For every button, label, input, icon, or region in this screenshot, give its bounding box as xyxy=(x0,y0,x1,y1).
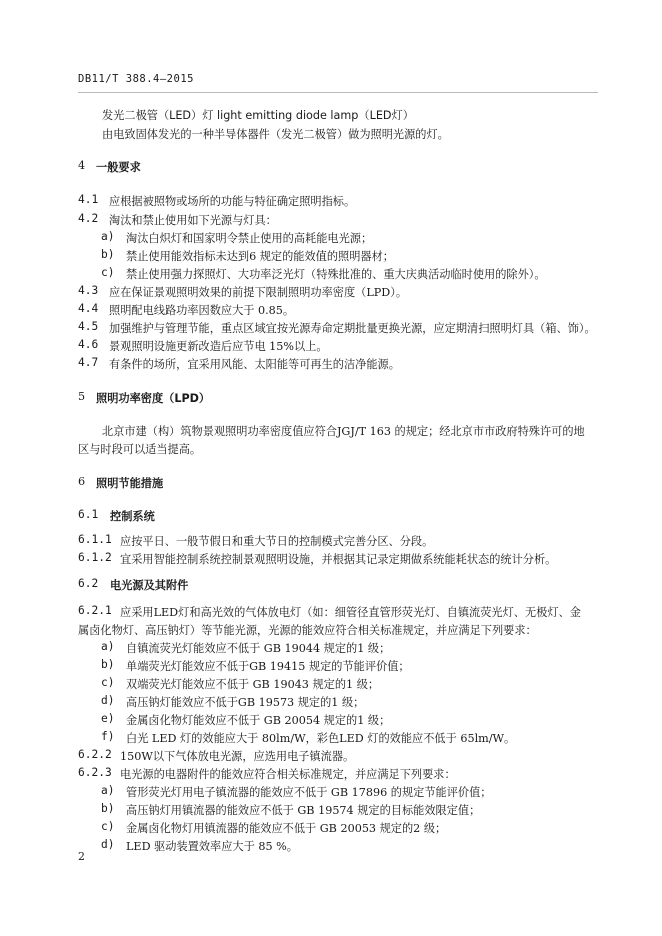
clause-text: 应采用LED灯和高光效的气体放电灯（如：细管径直管形荧光灯、自镇流荧光灯、无极灯、金 xyxy=(120,606,581,619)
subsection-title: 控制系统 xyxy=(110,510,155,523)
list-item-text: 金属卤化物灯能效应不低于 GB 20054 规定的1 级； xyxy=(126,714,391,727)
list-item-text: 禁止使用强力探照灯、大功率泛光灯（特殊批准的、重大庆典活动临时使用的除外）。 xyxy=(126,268,546,281)
list-marker: e) xyxy=(101,712,115,725)
list-marker: a) xyxy=(101,230,115,243)
header-rule xyxy=(78,92,598,93)
clause-number: 6.2.3 xyxy=(78,766,112,779)
list-item-text: 管形荧光灯用电子镇流器的能效应不低于 GB 17896 的规定节能评价值； xyxy=(126,786,492,799)
list-marker: b) xyxy=(101,802,115,815)
clause-text: 电光源的电器附件的能效应符合相关标准规定，并应满足下列要求： xyxy=(120,768,456,781)
list-item-text: 高压钠灯能效应不低于GB 19573 规定的1 级； xyxy=(126,696,365,709)
clause-text: 150W以下气体放电光源，应选用电子镇流器。 xyxy=(120,750,355,763)
section-5-paragraph-line: 区与时段可以适当提高。 xyxy=(78,443,202,456)
clause-text: 有条件的场所，宜采用风能、太阳能等可再生的洁净能源。 xyxy=(109,358,400,371)
clause-text: 加强维护与管理节能，重点区域宜按光源寿命定期批量更换光源，应定期清扫照明灯具（箱、饰）。 xyxy=(109,322,596,335)
list-item-text: 高压钠灯用镇流器的能效应不低于 GB 19574 规定的目标能效限定值； xyxy=(126,804,481,817)
clause-text-continued: 属卤化物灯、高压钠灯）等节能光源，光源的能效应符合相关标准规定，并应满足下列要求： xyxy=(78,624,537,637)
list-marker: c) xyxy=(101,820,115,833)
list-item-text: 淘汰白炽灯和国家明令禁止使用的高耗能电光源； xyxy=(126,232,373,245)
clause-number: 6.2.2 xyxy=(78,748,112,761)
clause-text: 宜采用智能控制系统控制景观照明设施，并根据其记录定期做系统能耗状态的统计分析。 xyxy=(120,553,557,566)
list-item-text: 自镇流荧光灯能效应不低于 GB 19044 规定的1 级； xyxy=(126,642,391,655)
list-marker: a) xyxy=(101,784,115,797)
clause-number: 6.1.2 xyxy=(78,551,112,564)
list-item-text: 单端荧光灯能效应不低于GB 19415 规定的节能评价值； xyxy=(126,660,410,673)
list-marker: a) xyxy=(101,640,115,653)
clause-number: 4.6 xyxy=(78,338,99,351)
clause-text: 淘汰和禁止使用如下光源与灯具： xyxy=(109,214,277,227)
clause-number: 4.1 xyxy=(78,193,99,206)
section-4-title: 一般要求 xyxy=(96,161,141,174)
list-item-text: 禁止使用能效指标未达到6 规定的能效值的照明器材； xyxy=(126,250,394,263)
section-6-number: 6 xyxy=(78,475,86,488)
clause-number: 6.2.1 xyxy=(78,604,112,617)
list-marker: b) xyxy=(101,658,115,671)
definition-description: 由电致固体发光的一种半导体器件（发光二极管）做为照明光源的灯。 xyxy=(102,128,449,141)
subsection-number: 6.2 xyxy=(78,577,99,590)
page-number: 2 xyxy=(78,850,85,863)
clause-number: 4.5 xyxy=(78,320,99,333)
list-item-text: 双端荧光灯能效应不低于 GB 19043 规定的1 级； xyxy=(126,678,380,691)
clause-number: 4.4 xyxy=(78,302,99,315)
list-marker: b) xyxy=(101,248,115,261)
list-item-text: LED 驱动装置效率应大于 85 %。 xyxy=(126,840,298,853)
list-marker: c) xyxy=(101,266,115,279)
clause-number: 4.3 xyxy=(78,284,99,297)
list-item-text: 白光 LED 灯的效能应大于 80lm/W，彩色LED 灯的效能应不低于 65lm/W。 xyxy=(126,732,516,745)
clause-number: 4.2 xyxy=(78,212,99,225)
section-4-number: 4 xyxy=(78,159,86,172)
document-code-header: DB11/T 388.4—2015 xyxy=(78,73,194,85)
list-marker: f) xyxy=(101,730,115,743)
definition-term: 发光二极管（LED）灯 light emitting diode lamp（LED灯） xyxy=(102,109,414,122)
subsection-number: 6.1 xyxy=(78,508,99,521)
subsection-title: 电光源及其附件 xyxy=(110,579,189,592)
section-5-title: 照明功率密度（LPD） xyxy=(96,392,211,405)
clause-number: 6.1.1 xyxy=(78,533,112,546)
clause-text: 应在保证景观照明效果的前提下限制照明功率密度（LPD）。 xyxy=(109,286,408,299)
list-marker: d) xyxy=(101,838,115,851)
section-6-title: 照明节能措施 xyxy=(96,477,164,490)
section-5-number: 5 xyxy=(78,390,86,403)
clause-text: 景观照明设施更新改造后应节电 15%以上。 xyxy=(109,340,328,353)
list-marker: d) xyxy=(101,694,115,707)
clause-number: 4.7 xyxy=(78,356,99,369)
section-5-paragraph-line: 北京市建（构）筑物景观照明功率密度值应符合JGJ/T 163 的规定；经北京市市政府特殊许可的地 xyxy=(102,425,585,438)
list-item-text: 金属卤化物灯用镇流器的能效应不低于 GB 20053 规定的2 级； xyxy=(126,822,447,835)
clause-text: 照明配电线路功率因数应大于 0.85。 xyxy=(109,304,295,317)
clause-text: 应根据被照物或场所的功能与特征确定照明指标。 xyxy=(109,195,356,208)
list-marker: c) xyxy=(101,676,115,689)
clause-text: 应按平日、一般节假日和重大节日的控制模式完善分区、分段。 xyxy=(120,535,434,548)
